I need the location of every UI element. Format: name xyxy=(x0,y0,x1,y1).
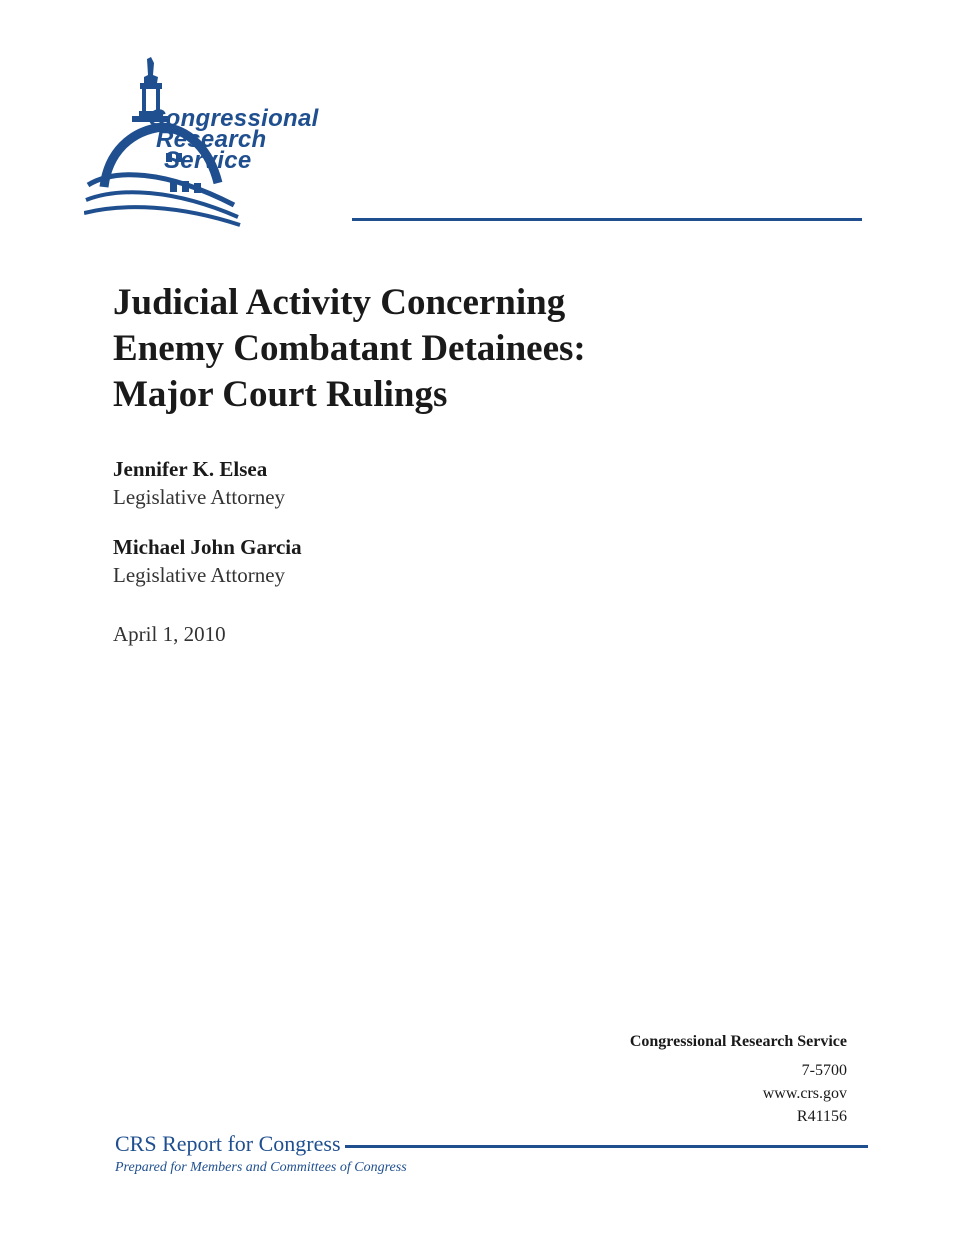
crs-website-link[interactable]: www.crs.gov xyxy=(762,1085,847,1102)
author-name: Michael John Garcia xyxy=(113,535,302,559)
logo-line-2: Research xyxy=(156,126,267,153)
report-date: April 1, 2010 xyxy=(113,622,226,646)
author-role: Legislative Attorney xyxy=(113,485,286,509)
author-role: Legislative Attorney xyxy=(113,563,286,587)
author-2 xyxy=(113,533,302,589)
crs-logo-wordmark xyxy=(148,105,319,174)
author-name: Jennifer K. Elsea xyxy=(113,457,268,481)
title-line-2: Enemy Combatant Detainees: xyxy=(113,328,586,369)
logo-line-3: Service xyxy=(164,147,252,174)
crs-info-block xyxy=(630,1031,847,1128)
crs-report-label: CRS Report for Congress xyxy=(115,1130,345,1158)
title-line-3: Major Court Rulings xyxy=(113,374,448,415)
title-line-1: Judicial Activity Concerning xyxy=(113,282,566,323)
author-1 xyxy=(113,455,285,511)
logo-line-1: Congressional xyxy=(148,105,319,132)
report-footer xyxy=(115,1130,868,1178)
crs-org-name: Congressional Research Service xyxy=(629,1033,847,1050)
crs-number: 7-5700 xyxy=(801,1062,847,1079)
crs-report-id: R41156 xyxy=(796,1108,847,1125)
logo-divider xyxy=(352,218,862,221)
report-title xyxy=(113,280,586,418)
prepared-for-text: Prepared for Members and Committees of Congress xyxy=(115,1160,407,1175)
